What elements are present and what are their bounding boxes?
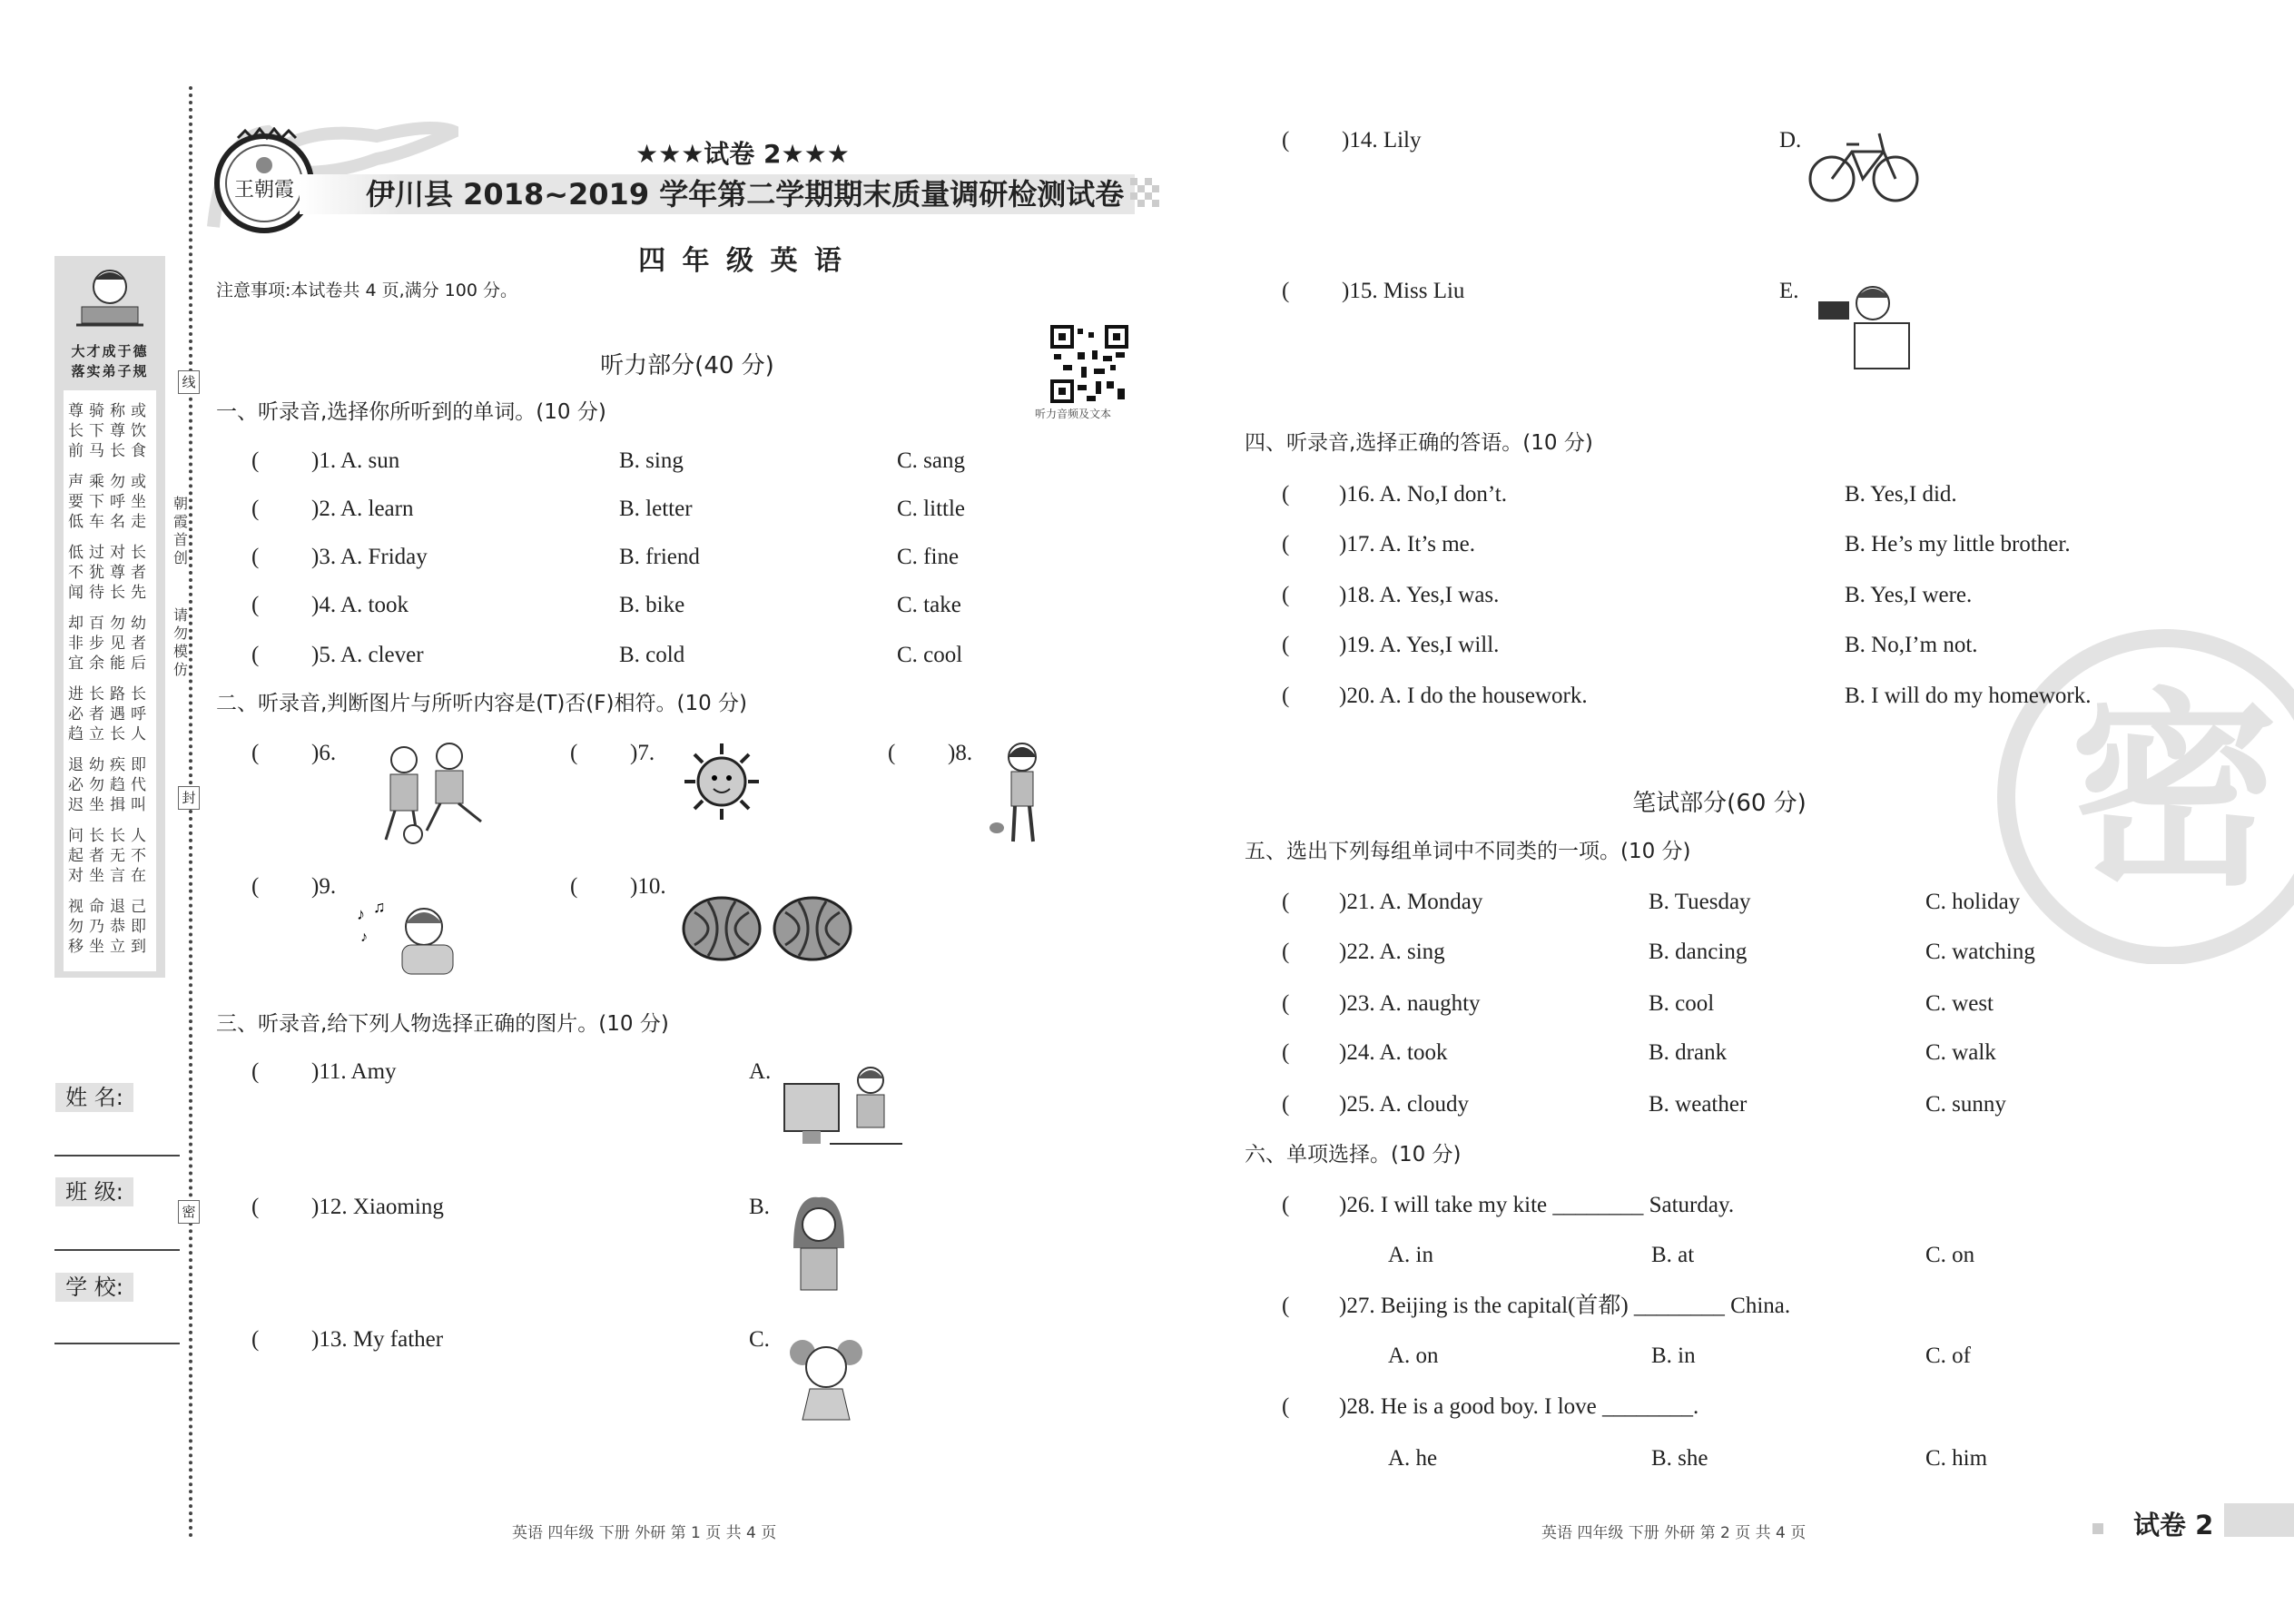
verse-line: 长下尊饮 — [68, 422, 152, 440]
question-4-option-c: C. take — [897, 593, 961, 617]
exam-notice: 注意事项:本试卷共 4 页,满分 100 分。 — [216, 281, 517, 300]
question-11-name: )11. Amy — [311, 1059, 397, 1084]
man-with-camera-picture — [1818, 280, 1913, 370]
question-15-name: )15. Miss Liu — [1342, 279, 1465, 303]
answer-blank-27[interactable]: ( — [1282, 1294, 1290, 1318]
curly-hair-girl-picture — [784, 1331, 868, 1422]
verse-group — [64, 543, 156, 603]
sun-picture — [681, 740, 763, 823]
student-cartoon-icon — [73, 261, 147, 334]
question-24-option-a: )24. A. took — [1339, 1040, 1448, 1065]
verse-line: 起者无不 — [68, 847, 152, 865]
question-24-option-c: C. walk — [1925, 1040, 1996, 1065]
binding-mark-xian: 线 — [178, 370, 200, 394]
footer-page-2: 英语 四年级 下册 外研 第 2 页 共 4 页 — [1541, 1524, 1807, 1542]
verse-group — [64, 401, 156, 461]
question-27-option-b: B. in — [1651, 1343, 1696, 1368]
verse-line: 移坐立到 — [68, 938, 152, 956]
picture-label-D: D. — [1779, 128, 1802, 153]
verse-list — [64, 390, 156, 971]
answer-blank-12[interactable]: ( — [251, 1195, 260, 1219]
question-3-option-a: )3. A. Friday — [311, 545, 428, 569]
verse-group — [64, 897, 156, 957]
question-16-option-a: )16. A. No,I don’t. — [1339, 482, 1507, 507]
question-22-option-b: B. dancing — [1649, 940, 1748, 964]
answer-blank-20[interactable]: ( — [1282, 684, 1290, 708]
verse-line: 退幼疾即 — [68, 756, 152, 774]
question-26-option-b: B. at — [1651, 1243, 1695, 1267]
verse-line: 必勿趋代 — [68, 776, 152, 794]
binding-mark-feng: 封 — [178, 786, 200, 810]
verse-line: 必者遇呼 — [68, 705, 152, 723]
listening-heading: 听力部分(40 分) — [600, 352, 774, 379]
question-13-name: )13. My father — [311, 1327, 444, 1352]
section-6-title: 六、单项选择。(10 分) — [1245, 1143, 1462, 1166]
exam-title: 伊川县 2018~2019 学年第二学期期末质量调研检测试卷 — [366, 177, 1125, 212]
answer-blank-16[interactable]: ( — [1282, 482, 1290, 507]
binding-mark-mi: 密 — [178, 1200, 200, 1224]
footer-tab-block — [2224, 1503, 2294, 1537]
verse-line: 问长长人 — [68, 827, 152, 845]
subject-title: 四 年 级 英 语 — [638, 245, 845, 277]
picture-label-E: E. — [1779, 279, 1799, 303]
question-21-option-b: B. Tuesday — [1649, 890, 1751, 914]
question-17-option-b: B. He’s my little brother. — [1845, 532, 2071, 556]
picture-label-B: B. — [749, 1195, 770, 1219]
long-hair-girl-picture — [784, 1194, 853, 1294]
svg-text:♫: ♫ — [373, 898, 386, 916]
verse-group — [64, 755, 156, 815]
question-27-stem: )27. Beijing is the capital(首都) ________ China. — [1339, 1294, 1791, 1318]
answer-blank-21[interactable]: ( — [1282, 890, 1290, 914]
answer-blank-8[interactable]: ( — [888, 741, 896, 765]
answer-blank-19[interactable]: ( — [1282, 633, 1290, 657]
verse-line: 声乘勿或 — [68, 473, 152, 491]
question-2-option-c: C. little — [897, 497, 965, 521]
bicycle-picture — [1807, 124, 1921, 206]
verse-line: 低过对长 — [68, 544, 152, 562]
footer-decor — [2092, 1523, 2103, 1534]
verse-line: 迟坐揖叫 — [68, 796, 152, 814]
answer-blank-28[interactable]: ( — [1282, 1394, 1290, 1419]
binding-dotted-line — [189, 86, 192, 1539]
question-9-number: )9. — [311, 874, 337, 899]
question-23-option-a: )23. A. naughty — [1339, 991, 1481, 1016]
verse-line: 视命退己 — [68, 898, 152, 916]
question-21-option-a: )21. A. Monday — [1339, 890, 1483, 914]
verse-line: 闻待长先 — [68, 584, 152, 602]
answer-blank-17[interactable]: ( — [1282, 532, 1290, 556]
watermark-text: 密 — [2069, 672, 2279, 914]
answer-blank-3[interactable]: ( — [251, 545, 260, 569]
question-20-option-b: B. I will do my homework. — [1845, 684, 2092, 708]
question-26-stem: )26. I will take my kite ________ Saturday. — [1339, 1193, 1735, 1217]
verse-line: 勿乃恭即 — [68, 918, 152, 936]
question-16-option-b: B. Yes,I did. — [1845, 482, 1957, 507]
question-1-option-b: B. sing — [619, 448, 684, 473]
question-10-number: )10. — [630, 874, 666, 899]
verse-line: 前马长食 — [68, 442, 152, 460]
watermelons-picture — [681, 894, 853, 963]
verse-group — [64, 684, 156, 744]
qr-caption: 听力音频及文本 — [1035, 408, 1112, 420]
question-27-option-c: C. of — [1925, 1343, 1971, 1368]
question-18-option-b: B. Yes,I were. — [1845, 583, 1973, 607]
question-23-option-b: B. cool — [1649, 991, 1715, 1016]
question-6-number: )6. — [311, 741, 337, 765]
verse-line: 趋立长人 — [68, 725, 152, 743]
question-25-option-c: C. sunny — [1925, 1092, 2006, 1117]
boy-listening-music-picture — [351, 892, 466, 978]
question-4-option-b: B. bike — [619, 593, 685, 617]
footer-page-1: 英语 四年级 下册 外研 第 1 页 共 4 页 — [512, 1524, 777, 1542]
question-23-option-c: C. west — [1925, 991, 1994, 1016]
school-input-line[interactable] — [54, 1343, 180, 1344]
slogan-1: 大才成于德 — [71, 343, 149, 359]
verse-line: 宜余能后 — [68, 655, 152, 673]
section-2-title: 二、听录音,判断图片与所听内容是(T)否(F)相符。(10 分) — [216, 692, 748, 715]
answer-blank-18[interactable]: ( — [1282, 583, 1290, 607]
answer-blank-23[interactable]: ( — [1282, 991, 1290, 1016]
qr-code[interactable] — [1050, 325, 1128, 403]
school-label: 学 校: — [55, 1273, 133, 1302]
question-4-option-a: )4. A. took — [311, 593, 409, 617]
answer-blank-9[interactable]: ( — [251, 874, 260, 899]
kids-playing-football-picture — [363, 740, 490, 847]
name-label: 姓 名: — [55, 1083, 133, 1112]
question-25-option-b: B. weather — [1649, 1092, 1748, 1117]
answer-blank-6[interactable]: ( — [251, 741, 260, 765]
question-17-option-a: )17. A. It’s me. — [1339, 532, 1475, 556]
section-3-title: 三、听录音,给下列人物选择正确的图片。(10 分) — [216, 1012, 669, 1036]
question-20-option-a: )20. A. I do the housework. — [1339, 684, 1588, 708]
answer-blank-14[interactable]: ( — [1282, 128, 1290, 153]
footer-paper-tag: 试卷 2 — [2133, 1510, 2214, 1540]
answer-blank-2[interactable]: ( — [251, 497, 260, 521]
verse-line: 不犹尊者 — [68, 564, 152, 582]
question-2-option-a: )2. A. learn — [311, 497, 414, 521]
question-5-option-c: C. cool — [897, 643, 963, 667]
answer-blank-15[interactable]: ( — [1282, 279, 1290, 303]
verse-line: 尊骑称或 — [68, 402, 152, 420]
logo-text: 王朝霞 — [233, 179, 295, 202]
class-label: 班 级: — [55, 1177, 133, 1206]
verse-group — [64, 472, 156, 532]
question-1-option-a: )1. A. sun — [311, 448, 400, 473]
checker-decoration — [1130, 178, 1163, 214]
question-3-option-b: B. friend — [619, 545, 700, 569]
question-28-option-a: A. he — [1388, 1446, 1438, 1471]
question-27-option-a: A. on — [1388, 1343, 1439, 1368]
question-19-option-a: )19. A. Yes,I will. — [1339, 633, 1500, 657]
answer-blank-7[interactable]: ( — [570, 741, 578, 765]
verse-line: 对坐言在 — [68, 867, 152, 885]
answer-blank-10[interactable]: ( — [570, 874, 578, 899]
class-input-line[interactable] — [54, 1249, 180, 1251]
question-14-name: )14. Lily — [1342, 128, 1422, 153]
question-28-stem: )28. He is a good boy. I love ________. — [1339, 1394, 1699, 1419]
question-22-option-a: )22. A. sing — [1339, 940, 1445, 964]
sidebar-dizigui — [54, 256, 165, 978]
girl-at-computer-picture — [775, 1062, 906, 1162]
answer-blank-4[interactable]: ( — [251, 593, 260, 617]
question-21-option-c: C. holiday — [1925, 890, 2021, 914]
answer-blank-26[interactable]: ( — [1282, 1193, 1290, 1217]
question-5-option-b: B. cold — [619, 643, 685, 667]
answer-blank-13[interactable]: ( — [251, 1327, 260, 1352]
question-28-option-b: B. she — [1651, 1446, 1708, 1471]
question-26-option-c: C. on — [1925, 1243, 1975, 1267]
question-28-option-c: C. him — [1925, 1446, 1988, 1471]
question-7-number: )7. — [630, 741, 655, 765]
picture-label-C: C. — [749, 1327, 770, 1352]
svg-text:♪: ♪ — [357, 905, 365, 923]
section-1-title: 一、听录音,选择你所听到的单词。(10 分) — [216, 400, 606, 424]
picture-label-A: A. — [749, 1059, 772, 1084]
question-24-option-b: B. drank — [1649, 1040, 1728, 1065]
question-25-option-a: )25. A. cloudy — [1339, 1092, 1470, 1117]
binding-notice-1: 朝霞首创 — [172, 495, 188, 566]
verse-line: 却百勿幼 — [68, 615, 152, 633]
answer-blank-11[interactable]: ( — [251, 1059, 260, 1084]
verse-line: 低车名走 — [68, 513, 152, 531]
question-8-number: )8. — [948, 741, 973, 765]
answer-blank-25[interactable]: ( — [1282, 1092, 1290, 1117]
question-19-option-b: B. No,I’m not. — [1845, 633, 1978, 657]
question-26-option-a: A. in — [1388, 1243, 1433, 1267]
verse-line: 要下呼坐 — [68, 493, 152, 511]
question-5-option-a: )5. A. clever — [311, 643, 424, 667]
question-1-option-c: C. sang — [897, 448, 965, 473]
question-3-option-c: C. fine — [897, 545, 960, 569]
verse-group — [64, 826, 156, 886]
question-18-option-a: )18. A. Yes,I was. — [1339, 583, 1500, 607]
answer-blank-24[interactable]: ( — [1282, 1040, 1290, 1065]
answer-blank-1[interactable]: ( — [251, 448, 260, 473]
question-12-name: )12. Xiaoming — [311, 1195, 444, 1219]
binding-notice-2: 请勿模仿 — [172, 606, 188, 678]
section-4-title: 四、听录音,选择正确的答语。(10 分) — [1245, 431, 1593, 455]
paper-number-tag: ★★★试卷 2★★★ — [635, 139, 850, 169]
girl-picture — [986, 737, 1057, 850]
verse-line: 进长路长 — [68, 685, 152, 704]
question-22-option-c: C. watching — [1925, 940, 2035, 964]
svg-text:♪: ♪ — [360, 930, 368, 945]
name-input-line[interactable] — [54, 1155, 180, 1156]
verse-line: 非步见者 — [68, 635, 152, 653]
verse-group — [64, 614, 156, 674]
answer-blank-5[interactable]: ( — [251, 643, 260, 667]
section-5-title: 五、选出下列每组单词中不同类的一项。(10 分) — [1245, 840, 1691, 863]
question-2-option-b: B. letter — [619, 497, 693, 521]
confidential-watermark — [1997, 628, 2294, 964]
writing-heading: 笔试部分(60 分) — [1632, 790, 1807, 817]
answer-blank-22[interactable]: ( — [1282, 940, 1290, 964]
slogan-2: 落实弟子规 — [71, 363, 149, 379]
